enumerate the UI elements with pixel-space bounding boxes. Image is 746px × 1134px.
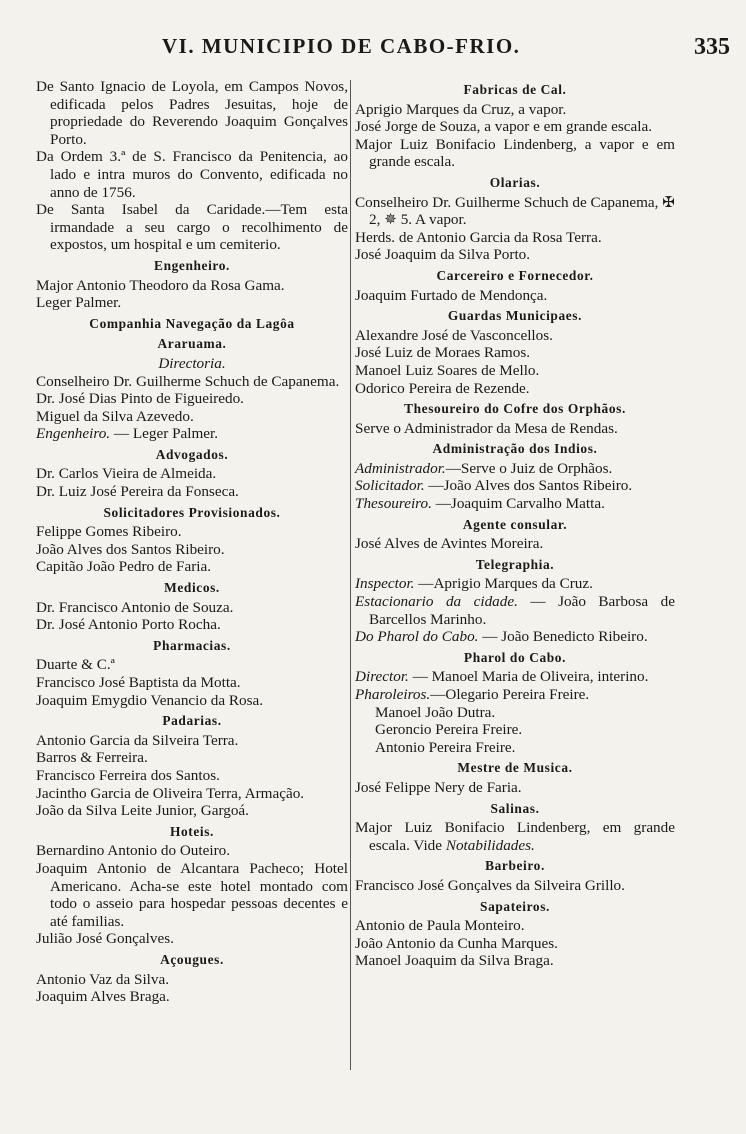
page-header bbox=[30, 34, 730, 74]
right-column bbox=[355, 78, 675, 970]
role-label: Administrador. bbox=[355, 459, 446, 477]
role-label: Engenheiro. bbox=[36, 425, 111, 443]
list-item: Manoel João Dutra. bbox=[375, 703, 496, 721]
list-item: Manoel Luiz Soares de Mello. bbox=[355, 361, 540, 379]
section-heading-fabricas-de-cal: Fabricas de Cal. bbox=[463, 82, 567, 97]
list-item: Joaquim Emygdio Venancio da Rosa. bbox=[36, 691, 264, 709]
list-item: Duarte & C.ª bbox=[36, 656, 115, 674]
list-item: João da Silva Leite Junior, Gargoá. bbox=[36, 802, 249, 820]
page-number: 335 bbox=[694, 34, 730, 60]
list-item bbox=[355, 628, 675, 646]
list-item: Dr. Luiz José Pereira da Fonseca. bbox=[36, 483, 239, 501]
role-name: —João Alves dos Santos Ribeiro. bbox=[424, 477, 633, 495]
role-label: Thesoureiro. bbox=[355, 495, 432, 513]
role-name: Major Luiz Bonifacio Lindenberg, em grande escala. Vide bbox=[355, 819, 675, 854]
section-heading-araruama: Araruama. bbox=[157, 336, 227, 352]
column-divider bbox=[350, 80, 351, 1070]
list-item: José Luiz de Moraes Ramos. bbox=[355, 344, 531, 362]
section-heading-sapateiros: Sapateiros. bbox=[480, 898, 550, 914]
section-heading-indios: Administração dos Indios. bbox=[432, 441, 598, 457]
list-item bbox=[355, 686, 675, 704]
cross-reference: Notabilidades. bbox=[445, 836, 535, 854]
list-item: Manoel Joaquim da Silva Braga. bbox=[355, 952, 554, 970]
list-item: Joaquim Antonio de Alcantara Pacheco; Hotel Americano. Acha-se este hotel montado com todo o asseio para hospedar pessoas decentes e até familias. bbox=[36, 859, 348, 930]
list-item bbox=[355, 593, 675, 628]
list-item: Alexandre José de Vasconcellos. bbox=[355, 326, 553, 344]
section-heading-acougues: Açougues. bbox=[160, 951, 224, 967]
list-item: Dr. Francisco Antonio de Souza. bbox=[36, 598, 234, 616]
list-item: João Alves dos Santos Ribeiro. bbox=[36, 540, 225, 558]
role-name: —Aprigio Marques da Cruz. bbox=[414, 575, 593, 593]
list-item: Major Antonio Theodoro da Rosa Gama. bbox=[36, 276, 285, 294]
section-heading-salinas: Salinas. bbox=[490, 800, 540, 816]
list-item: José Felippe Nery de Faria. bbox=[355, 778, 522, 796]
list-item: Antonio de Paula Monteiro. bbox=[355, 917, 525, 935]
entry-ordem-terceira: Da Ordem 3.ª de S. Francisco da Penitencia, ao lado e intra muros do Convento, edificada no anno de 1756. bbox=[36, 148, 348, 201]
section-heading-carcereiro: Carcereiro e Fornecedor. bbox=[436, 267, 594, 283]
role-name: — João Barbosa de Barcellos Marinho. bbox=[369, 593, 675, 628]
section-heading-advogados: Advogados. bbox=[155, 446, 229, 462]
role-label: Director. bbox=[355, 668, 409, 686]
list-item: José Alves de Avintes Moreira. bbox=[355, 535, 544, 553]
list-item bbox=[355, 575, 675, 593]
list-item: João Antonio da Cunha Marques. bbox=[355, 934, 558, 952]
list-item: Serve o Administrador da Mesa de Rendas. bbox=[355, 419, 618, 437]
list-item: Joaquim Alves Braga. bbox=[36, 988, 170, 1006]
list-item: José Joaquim da Silva Porto. bbox=[355, 246, 531, 264]
role-label: Solicitador. bbox=[355, 477, 425, 495]
section-heading-agente-consular: Agente consular. bbox=[462, 516, 568, 532]
list-item: Herds. de Antonio Garcia da Rosa Terra. bbox=[355, 228, 602, 246]
role-name: — Leger Palmer. bbox=[110, 425, 219, 443]
list-item bbox=[355, 495, 675, 513]
section-heading-padarias: Padarias. bbox=[162, 713, 222, 729]
entry-santa-isabel: De Santa Isabel da Caridade.—Tem esta irmandade a seu cargo o recolhimento de expostos, um hospital e um cemiterio. bbox=[36, 201, 348, 254]
role-name: —Serve o Juiz de Orphãos. bbox=[445, 459, 613, 477]
list-item: Odorico Pereira de Rezende. bbox=[355, 379, 530, 397]
section-heading-companhia: Companhia Navegação da Lagôa bbox=[89, 315, 295, 331]
list-item bbox=[355, 477, 675, 495]
list-item: Miguel da Silva Azevedo. bbox=[36, 407, 194, 425]
running-title: VI. MUNICIPIO DE CABO-FRIO. bbox=[162, 34, 521, 58]
section-heading-telegraphia: Telegraphia. bbox=[475, 556, 555, 572]
role-name: — João Benedicto Ribeiro. bbox=[478, 628, 648, 646]
section-heading-musica: Mestre de Musica. bbox=[457, 760, 573, 776]
list-item: Capitão João Pedro de Faria. bbox=[36, 558, 212, 576]
list-item: Geroncio Pereira Freire. bbox=[375, 721, 523, 739]
list-item: Antonio Vaz da Silva. bbox=[36, 970, 170, 988]
list-item: Jacintho Garcia de Oliveira Terra, Armação. bbox=[36, 784, 305, 802]
list-item: Felippe Gomes Ribeiro. bbox=[36, 523, 182, 541]
list-item bbox=[355, 819, 675, 854]
section-heading-thesoureiro: Thesoureiro do Cofre dos Orphãos. bbox=[404, 401, 626, 417]
list-item: Julião José Gonçalves. bbox=[36, 930, 174, 948]
role-label: Do Pharol do Cabo. bbox=[355, 628, 479, 646]
list-item: José Jorge de Souza, a vapor e em grande escala. bbox=[355, 118, 653, 136]
section-heading-barbeiro: Barbeiro. bbox=[485, 858, 545, 874]
list-item: Dr. Carlos Vieira de Almeida. bbox=[36, 465, 217, 483]
section-heading-engenheiro: Engenheiro. bbox=[154, 257, 230, 273]
subheading-directoria: Directoria. bbox=[158, 354, 226, 372]
left-column bbox=[36, 78, 348, 1006]
list-item bbox=[36, 425, 348, 443]
list-item bbox=[355, 668, 675, 686]
section-heading-medicos: Medicos. bbox=[164, 580, 220, 596]
list-item: Conselheiro Dr. Guilherme Schuch de Capanema. bbox=[36, 372, 340, 390]
entry-santo-ignacio: De Santo Ignacio de Loyola, em Campos Novos, edificada pelos Padres Jesuitas, hoje de propriedade do Reverendo Joaquim Gonçalves Porto. bbox=[36, 78, 348, 148]
role-name: — Manoel Maria de Oliveira, interino. bbox=[408, 668, 649, 686]
list-item: Major Luiz Bonifacio Lindenberg, a vapor e em grande escala. bbox=[355, 135, 675, 171]
list-item: Conselheiro Dr. Guilherme Schuch de Capanema, ✠ 2, ✵ 5. A vapor. bbox=[355, 193, 675, 229]
list-item: Francisco Ferreira dos Santos. bbox=[36, 766, 220, 784]
list-item: Joaquim Furtado de Mendonça. bbox=[355, 286, 548, 304]
role-name: —Joaquim Carvalho Matta. bbox=[431, 495, 605, 513]
list-item: Francisco José Baptista da Motta. bbox=[36, 674, 241, 691]
list-item: Barros & Ferreira. bbox=[36, 749, 148, 767]
list-item: Leger Palmer. bbox=[36, 294, 122, 312]
section-heading-pharmacias: Pharmacias. bbox=[153, 637, 231, 653]
section-heading-hoteis: Hoteis. bbox=[170, 823, 214, 839]
list-item: Francisco José Gonçalves da Silveira Grillo. bbox=[355, 876, 625, 894]
list-item: Antonio Garcia da Silveira Terra. bbox=[36, 731, 239, 749]
list-item: Aprigio Marques da Cruz, a vapor. bbox=[355, 100, 567, 118]
section-heading-pharol: Pharol do Cabo. bbox=[463, 649, 567, 665]
role-name: —Olegario Pereira Freire. bbox=[430, 686, 590, 703]
section-heading-olarias: Olarias. bbox=[489, 174, 541, 190]
section-heading-guardas: Guardas Municipaes. bbox=[447, 308, 583, 324]
role-label: Estacionario da cidade. bbox=[355, 593, 518, 611]
list-item: Antonio Pereira Freire. bbox=[375, 738, 516, 756]
list-item bbox=[355, 460, 675, 478]
section-heading-solicitadores: Solicitadores Provisionados. bbox=[103, 504, 281, 520]
role-label: Inspector. bbox=[355, 575, 415, 593]
list-item: Bernardino Antonio do Outeiro. bbox=[36, 842, 231, 860]
list-item: Dr. José Dias Pinto de Figueiredo. bbox=[36, 390, 244, 408]
list-item: Dr. José Antonio Porto Rocha. bbox=[36, 616, 221, 634]
role-label: Pharoleiros. bbox=[355, 686, 431, 703]
